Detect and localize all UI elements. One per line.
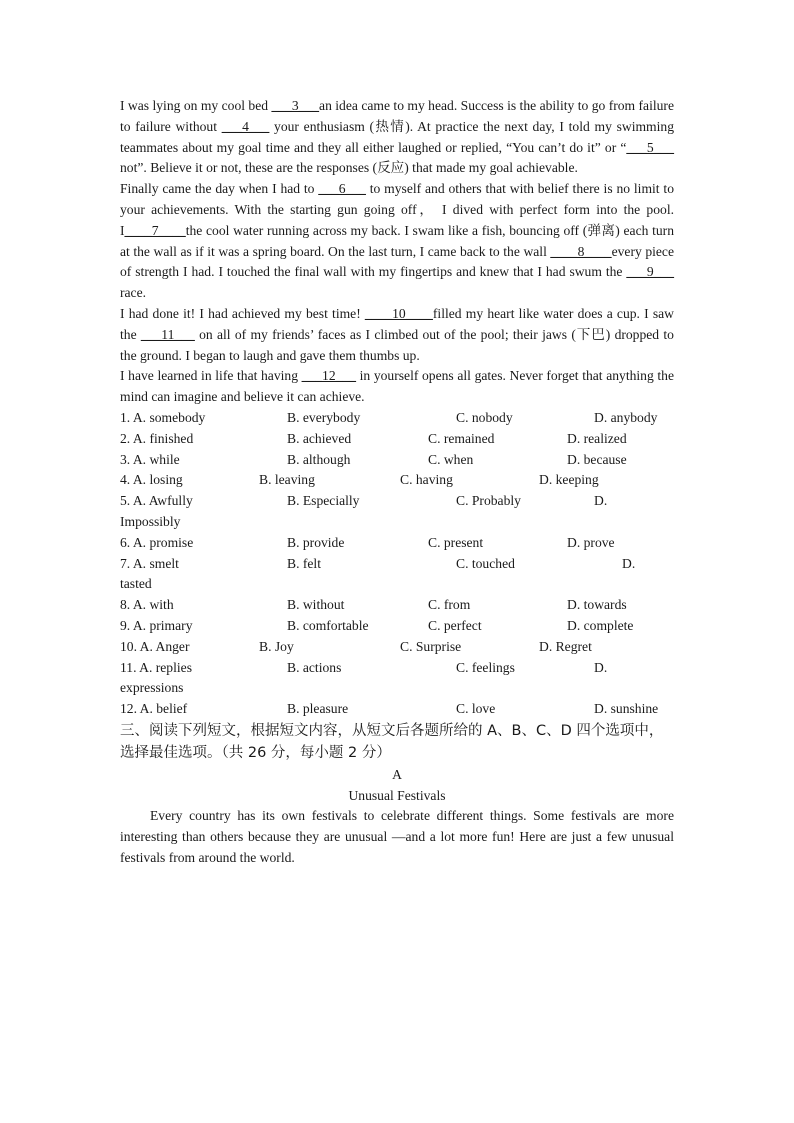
- option-choice: B. provide: [287, 534, 345, 550]
- blank-11: ___11___: [140, 326, 195, 342]
- option-choice: 9. A. primary: [120, 617, 193, 633]
- option-choice: D.: [622, 555, 636, 571]
- option-choice: 2. A. finished: [120, 430, 194, 446]
- text-run: I was lying on my cool bed: [120, 98, 272, 113]
- text-run: your enthusiasm (热情). At practice the next day, I told my swimming teammates about my goal time and they all either laughed or replied, “You can’t do it” or “: [120, 118, 674, 155]
- option-choice: B. without: [287, 597, 345, 613]
- blank-3: ___3___: [271, 98, 320, 113]
- option-choice: 10. A. Anger: [120, 638, 190, 654]
- option-choice: B. everybody: [287, 409, 361, 425]
- option-choice: D. because: [567, 451, 627, 467]
- blank-10: ____10____: [364, 305, 433, 321]
- text-run: filled my heart like water does a cup. I saw the: [120, 305, 674, 342]
- option-wrap: expressions: [120, 680, 184, 696]
- passage-paragraph-3: [120, 304, 674, 366]
- option-row: [120, 554, 674, 575]
- option-choice: 3. A. while: [120, 451, 180, 467]
- passage-paragraph-4: [120, 366, 674, 408]
- option-row: [120, 491, 674, 512]
- passage-body: Every country has its own festivals to celebrate different things. Some festivals are more interesting than others because they are unusual —and a lot more fun! Here are just a few unusual festivals from around the world.: [120, 807, 674, 865]
- option-choice: D.: [594, 493, 608, 509]
- option-row: [120, 429, 674, 450]
- option-choice: C. Surprise: [400, 638, 462, 654]
- text-run: race.: [120, 285, 147, 301]
- option-choice: B. felt: [287, 555, 321, 571]
- option-choice: C. perfect: [428, 617, 482, 633]
- option-choice: 7. A. smelt: [120, 555, 179, 571]
- option-choice: C. remained: [428, 430, 495, 446]
- section-instruction: 三、阅读下列短文，根据短文内容，从短文后各题所给的 A、B、C、D 四个选项中，选择最佳选项。（共 26 分，每小题 2 分）: [120, 722, 664, 761]
- answer-options: [120, 408, 674, 720]
- blank-6: ___6___: [318, 181, 366, 197]
- option-choice: B. comfortable: [287, 617, 369, 633]
- option-choice: C. having: [400, 472, 453, 488]
- option-choice: D. complete: [567, 617, 634, 633]
- option-choice: D. anybody: [594, 409, 658, 425]
- option-choice: 4. A. losing: [120, 472, 183, 488]
- option-choice: B. leaving: [259, 472, 315, 488]
- option-choice: C. feelings: [456, 659, 515, 675]
- blank-5: ___5___: [626, 139, 674, 155]
- option-choice: 1. A. somebody: [120, 409, 206, 425]
- text-run: in yourself opens all gates. Never forget that anything the mind can imagine and believe it can achieve.: [120, 368, 675, 405]
- text-run: not”. Believe it or not, these are the responses (反应) that made my goal achievable.: [120, 160, 578, 176]
- passage-title: Unusual Festivals: [348, 787, 446, 803]
- option-row: [120, 637, 674, 658]
- option-choice: B. actions: [287, 659, 342, 675]
- option-choice: 8. A. with: [120, 597, 174, 613]
- option-row: [120, 699, 674, 720]
- option-choice: 11. A. replies: [120, 659, 192, 675]
- blank-4: ___4___: [221, 118, 270, 134]
- text-run: an idea came to my head. Success is the ability to go from failure to failure without: [120, 98, 674, 134]
- option-choice: B. although: [287, 451, 351, 467]
- option-choice: B. Joy: [259, 638, 294, 654]
- option-row: [120, 616, 674, 637]
- option-choice: C. touched: [456, 555, 515, 571]
- option-choice: C. present: [428, 534, 484, 550]
- option-choice: C. from: [428, 597, 471, 613]
- option-row: [120, 470, 674, 491]
- blank-8: ____8____: [550, 243, 612, 259]
- option-choice: B. achieved: [287, 430, 352, 446]
- option-choice: B. Especially: [287, 493, 360, 509]
- option-choice: 12. A. belief: [120, 701, 188, 717]
- option-choice: 5. A. Awfully: [120, 493, 193, 509]
- option-choice: C. love: [456, 701, 496, 717]
- option-choice: D. towards: [567, 597, 627, 613]
- option-choice: C. Probably: [456, 493, 521, 509]
- text-run: the cool water running across my back. I swam like a fish, bouncing off (弹离) each turn at the wall as if it was a spring board. On the last turn, I came back to the wall: [120, 222, 674, 259]
- document-page: [120, 96, 674, 868]
- option-wrap: tasted: [120, 576, 152, 592]
- option-row: [120, 450, 674, 471]
- blank-7: ____7____: [124, 222, 186, 238]
- option-choice: B. pleasure: [287, 701, 349, 717]
- option-choice: D.: [594, 659, 608, 675]
- option-choice: D. sunshine: [594, 701, 659, 717]
- passage-paragraph-2: [120, 179, 674, 304]
- option-choice: 6. A. promise: [120, 534, 194, 550]
- text-run: Finally came the day when I had to: [120, 181, 319, 197]
- text-run: I have learned in life that having: [120, 368, 302, 384]
- option-choice: C. when: [428, 451, 474, 467]
- passage-paragraph-1: [120, 96, 674, 179]
- blank-9: ___9___: [626, 264, 674, 280]
- text-run: to myself and others that with belief there is no limit to your achievements. With the starting gun going off， I dived with perfect form into the pool. I: [120, 181, 674, 238]
- option-choice: D. prove: [567, 534, 615, 550]
- text-run: on all of my friends’ faces as I climbed out of the pool; their jaws (下巴) dropped to the ground. I began to laugh and gave them thumbs up.: [120, 326, 674, 363]
- blank-12: ___12___: [301, 368, 357, 384]
- passage-letter: A: [392, 766, 402, 782]
- option-choice: D. keeping: [539, 472, 599, 488]
- text-run: I had done it! I had achieved my best time!: [120, 305, 365, 321]
- option-choice: D. realized: [567, 430, 627, 446]
- option-row: [120, 595, 674, 616]
- text-run: every piece of strength I had. I touched the final wall with my fingertips and knew that I had swum the: [120, 243, 674, 280]
- option-row: [120, 408, 674, 429]
- option-wrap: Impossibly: [120, 513, 181, 529]
- option-row: [120, 658, 674, 679]
- option-choice: C. nobody: [456, 409, 513, 425]
- option-row: [120, 533, 674, 554]
- option-choice: D. Regret: [539, 638, 592, 654]
